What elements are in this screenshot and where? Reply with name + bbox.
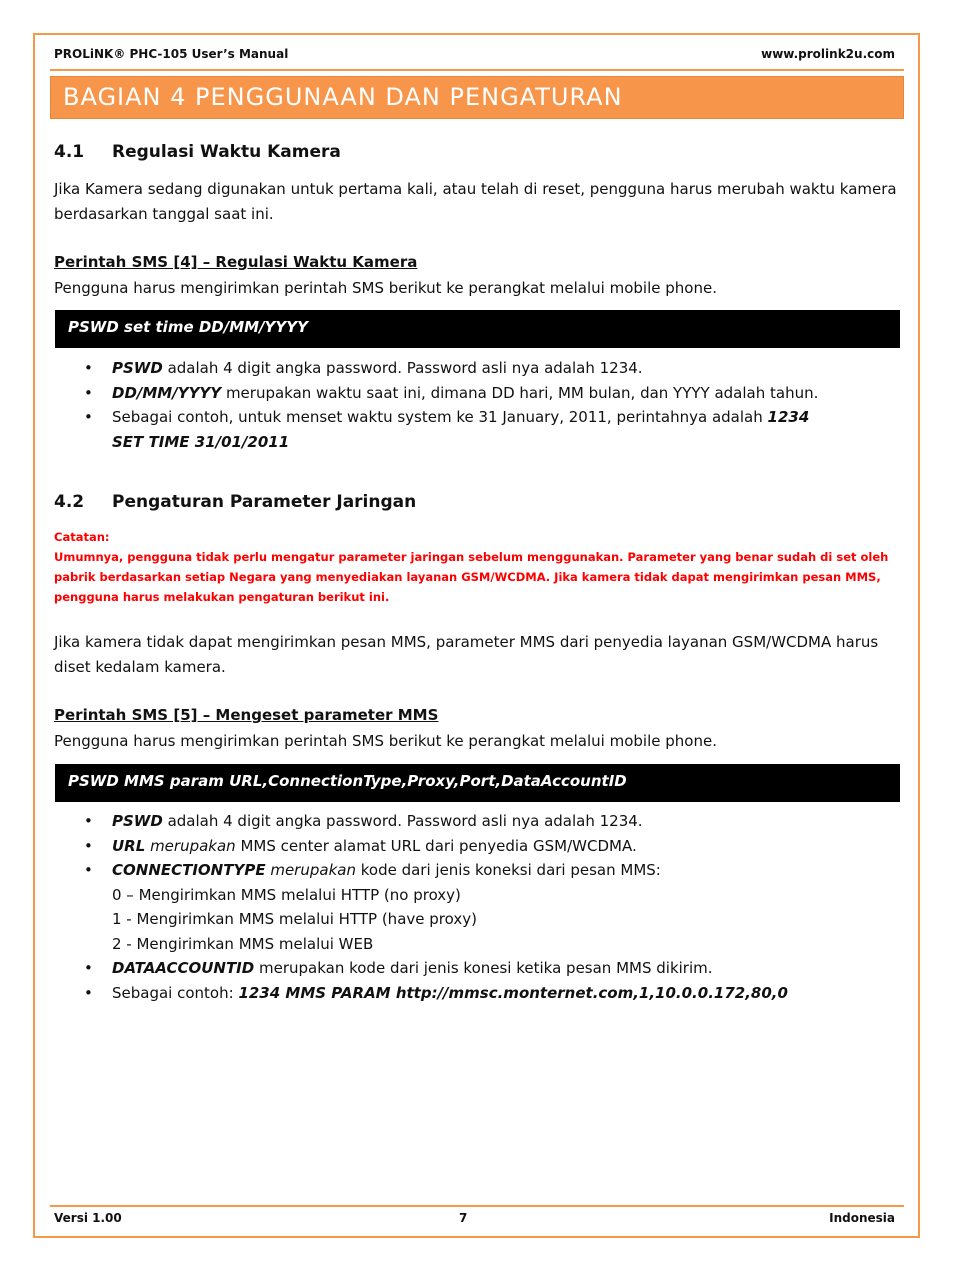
bullet-list (54, 809, 834, 1005)
list-item (54, 858, 834, 883)
list-subitem: 1 - Mengirimkan MMS melalui HTTP (have proxy) (112, 910, 477, 928)
term: CONNECTIONTYPE (112, 861, 266, 879)
list-item (54, 381, 834, 406)
term: DATAACCOUNTID (112, 959, 255, 977)
chapter-banner (50, 76, 904, 119)
term: URL (112, 836, 146, 855)
note-label: Catatan: (54, 530, 110, 544)
section-number: 4.1 (54, 142, 85, 162)
item-text: merupakan waktu saat ini, dimana DD hari, MM bulan, dan YYYY adalah tahun. (221, 383, 819, 402)
list-item (54, 956, 834, 981)
command-box (55, 310, 900, 348)
section-heading-4-1 (54, 142, 341, 162)
page-number: 7 (459, 1211, 468, 1225)
command-text: PSWD MMS param URL,ConnectionType,Proxy,Port,DataAccountID (68, 772, 627, 790)
section-heading-4-2 (54, 492, 416, 512)
note-text: Umumnya, pengguna tidak perlu mengatur parameter jaringan sebelum menggunakan. Parameter yang benar sudah di set oleh pabrik berdasarkan setiap Negara yang menyediakan layanan GSM/WCDMA. Jika kamera tidak dapat mengirimkan pesan MMS, pengguna harus melakukan pengaturan berikut ini. (54, 550, 889, 604)
item-verb: merupakan (145, 836, 236, 855)
item-text: Sebagai contoh, untuk menset waktu system ke 31 January, 2011, perintahnya adalah (112, 408, 768, 426)
paragraph: Pengguna harus mengirimkan perintah SMS berikut ke perangkat melalui mobile phone. (54, 279, 717, 297)
header-divider (50, 69, 904, 71)
example-command: 1234 MMS PARAM http://mmsc.monternet.com,1,10.0.0.172,80,0 (238, 983, 788, 1002)
section-title: Regulasi Waktu Kamera (112, 142, 341, 162)
paragraph: Pengguna harus mengirimkan perintah SMS berikut ke perangkat melalui mobile phone. (54, 732, 717, 750)
footer-language: Indonesia (829, 1211, 895, 1225)
command-box (55, 764, 900, 802)
list-item (54, 981, 834, 1006)
list-item (54, 405, 834, 454)
command-text: PSWD set time DD/MM/YYYY (68, 318, 309, 336)
footer-divider (50, 1205, 904, 1207)
footer-version: Versi 1.00 (54, 1211, 122, 1225)
section-title: Pengaturan Parameter Jaringan (112, 492, 417, 512)
bullet-list (54, 356, 834, 454)
list-item (54, 809, 834, 834)
item-text: adalah 4 digit angka password. Password asli nya adalah 1234. (162, 359, 643, 377)
subheading-sms-4: Perintah SMS [4] – Regulasi Waktu Kamera (54, 253, 418, 271)
list-item (54, 356, 834, 381)
term: DD/MM/YYYY (112, 383, 222, 402)
section-number: 4.2 (54, 492, 85, 512)
paragraph: Jika Kamera sedang digunakan untuk pertama kali, atau telah di reset, pengguna harus merubah waktu kamera berdasarkan tanggal saat ini. (54, 180, 897, 223)
item-text: adalah 4 digit angka password. Password asli nya adalah 1234. (162, 812, 643, 830)
header-manual-title: PROLiNK® PHC-105 User’s Manual (54, 47, 289, 61)
item-text: kode dari jenis koneksi dari pesan MMS: (355, 861, 661, 879)
paragraph: Jika kamera tidak dapat mengirimkan pesan MMS, parameter MMS dari penyedia layanan GSM/WCDMA harus diset kedalam kamera. (54, 633, 879, 676)
list-subitem: 2 - Mengirimkan MMS melalui WEB (112, 934, 374, 953)
chapter-title: BAGIAN 4 PENGGUNAAN DAN PENGATURAN (63, 83, 623, 111)
example-command: 1234 SET TIME 31/01/2011 (112, 408, 810, 451)
subheading-sms-5: Perintah SMS [5] – Mengeset parameter MMS (54, 706, 439, 724)
item-text: MMS center alamat URL dari penyedia GSM/WCDMA. (235, 836, 637, 855)
item-text: Sebagai contoh: (112, 983, 239, 1002)
list-item (54, 834, 834, 859)
list-subitem: 0 – Mengirimkan MMS melalui HTTP (no proxy) (112, 885, 461, 904)
item-verb: merupakan (265, 861, 356, 879)
header-website: www.prolink2u.com (761, 47, 895, 61)
item-text: merupakan kode dari jenis konesi ketika pesan MMS dikirim. (254, 959, 713, 977)
term: PSWD (112, 359, 163, 377)
term: PSWD (112, 812, 163, 830)
